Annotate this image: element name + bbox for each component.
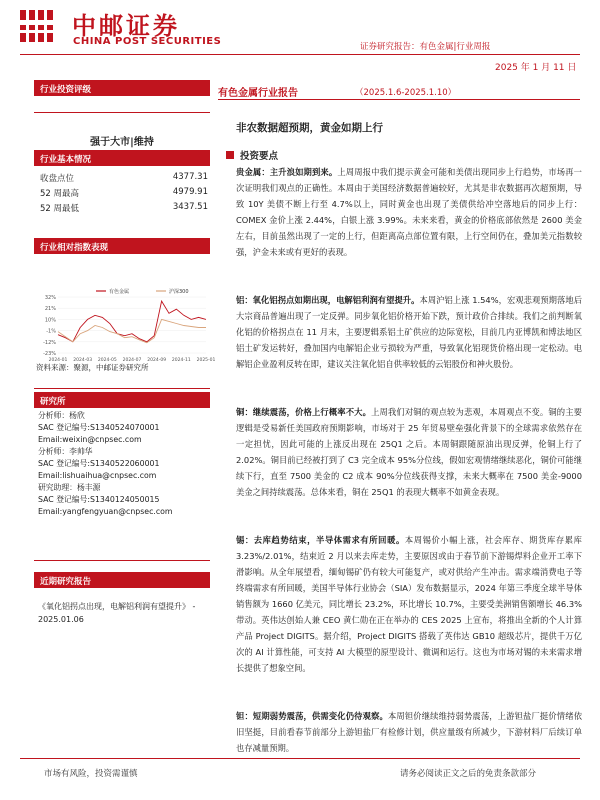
paragraph-lead: 钽：短期弱势震荡，供需变化仍待观察。 [236,711,388,721]
brand-name: 中邮证券 [72,11,180,40]
paragraph-tantalum [236,708,582,756]
report-title: 有色金属行业报告 [218,88,298,99]
header-divider [20,54,580,55]
stat-row [40,172,208,184]
stat-row [40,202,208,214]
footer-disclaimer: 请务必阅读正文之后的免责条款部分 [400,769,537,779]
sidebar-divider [34,388,210,389]
paragraph-body: 上周我们对铜的观点较为悲观，本周观点不变。铜的主要逻辑是受易新任美国政府预期影响，市场对于 25 年贸易壁垒强化背景下的全球需求依然存在一定担忧，因此可能的上涨反出现在 25Q1 之后。本周铜跟随原油出现反弹，伦铜上行了 2.02%。铜目前已经被打到了 C3 完全成本 95%分位线，假如宏观情绪继续恶化，铜价可能继续下行，直至 7500 美金的 C2 成本 90%分位线获得支撑，未来大概率在 7500 美金-9000 美金之间持续震荡。总体来看，铜在 25Q1 的表现大概率不如黄金表现。 [236,407,582,497]
x-tick-label: 2024-07 [122,358,142,363]
y-tick-label: 10% [44,317,56,324]
footer-risk-note: 市场有风险，投资需谨慎 [44,769,138,779]
analyst-line: 分析师：李帅华 [38,447,93,456]
industry-rating: 强于大市|维持 [90,137,154,148]
stat-label: 收盘点位 [40,174,75,184]
paragraph-lead: 锡：去库趋势结束，半导体需求有所回暖。 [236,535,405,545]
company-logo-icon [18,6,58,46]
series-line-2 [58,319,206,342]
paragraph-aluminium [236,292,582,372]
paragraph-tin [236,532,582,676]
y-tick-label: -12% [43,339,56,346]
x-tick-label: 2024-01 [48,358,68,363]
stat-row [40,187,208,199]
paragraph-lead: 铜：继续震荡，价格上行概率不大。 [236,407,372,417]
paragraph-body: 本周沪铝上涨 1.54%，宏观悲观预期落地后大宗商品普遍出现了一定反弹。同步氧化铝价格开始下跌，预计政价合排续。我们之前判断氧化铝的价格拐点在 11 月末，主要逻辑系铝土矿供应的边际宽松，目前几内亚博凯和博法地区铝土矿发运转好，叠加国内电解铝企业亏损较为严重，导致氧化铝现货价格出现一定松动。电解铝企业盈利反转在即，建议关注氧化铝自供率较低的云铝股份和神火股份。 [236,295,582,369]
stat-label: 52 周最高 [40,189,80,199]
chart-heading: 行业相对指数表现 [34,238,210,254]
report-type-line: 证券研究报告：有色金属|行业周报 [360,42,491,52]
footer-divider [20,758,580,759]
paragraph-body: 本周钽价继续维持弱势震荡，上游钽盐厂挺价情绪依旧坚挺，目前看春节前部分上游钽盐厂有检修计划，供应量级有所减少，下游材料厂后续订单也存减量预期。 [236,711,582,753]
paragraph-lead: 铝：氧化铝拐点如期出现，电解铝利润有望提升。 [236,295,420,305]
analyst-line: 分析师：杨欣 [38,411,85,420]
y-tick-label: -23% [43,351,56,357]
recent-report-link[interactable]: 《氧化铝拐点出现，电解铝利润有望提升》 - 2025.01.06 [38,602,196,624]
analyst-list [38,410,214,518]
paragraph-lead: 贵金属：主升浪如期到来。 [236,167,338,177]
sidebar-divider [34,112,210,113]
y-tick-label: 32% [44,295,56,301]
legend-label: 有色金属 [109,289,130,295]
paragraph-copper [236,404,582,500]
basics-heading: 行业基本情况 [34,150,210,166]
headline: 非农数据超预期，黄金如期上行 [236,122,383,134]
stat-value: 4979.91 [172,187,208,197]
analyst-line: SAC 登记编号:S1340522060001 [38,459,160,468]
analyst-line[interactable]: Email:weixin@cnpsec.com [38,435,142,444]
x-tick-label: 2024-05 [97,358,117,363]
analyst-line: SAC 登记编号:S1340124050015 [38,495,160,504]
stat-label: 52 周最低 [40,204,80,214]
series-line-1 [58,301,206,342]
x-tick-label: 2024-11 [171,358,191,363]
chart-source: 资料来源：聚源，中邮证券研究所 [36,363,149,372]
legend-label: 沪深300 [169,289,189,295]
title-divider [218,99,580,100]
stat-value: 3437.51 [172,202,208,212]
y-tick-label: -1% [46,328,56,335]
y-tick-label: 21% [44,306,56,313]
square-bullet-icon [226,151,234,159]
paragraph-body: 本周锡价小幅上涨，社会库存、期货库存累库 3.23%/2.01%，结束近 2 月以来去库走势，主要原因或由于春节前下游锡焊料企业开工率下滑影响。从全年展望看，缅甸锡矿仍有较大可能复产，或对供给产生冲击。需求端消费电子等终端需求有所回暖，美国半导体行业协会（SIA）发布数据显示，2024 年第三季度全球半导体销售额为 1660 亿美元，同比增长 23.2%，环比增长 10.7%，主要受美洲销售额增长 46.3%带动。英伟达创始人兼 CEO 黄仁勋在正在举办的 CES 2025 上宣布，将推出全新的个人计算产品 Project DIGITS。据介绍，Project DIGITS 搭载了英伟达 GB10 超级芯片，提供千万亿次的 AI 计算性能，可支持 AI 大模型的原型设计、微调和运行。这也为市场对锡的未来需求增长提供了想象空间。 [236,535,582,673]
x-tick-label: 2024-09 [147,358,167,363]
analyst-line[interactable]: Email:yangfengyuan@cnpsec.com [38,507,173,516]
recent-heading: 近期研究报告 [34,572,210,588]
sidebar-divider [34,560,210,561]
stat-value: 4377.31 [172,172,208,182]
x-tick-label: 2024-03 [73,358,93,363]
section-title: 投资要点 [240,151,279,162]
brand-name-en: CHINA POST SECURITIES [73,36,222,47]
rating-heading: 行业投资评级 [34,80,210,96]
report-date: 2025 年 1 月 11 日 [495,63,577,73]
analyst-line: SAC 登记编号:S1340524070001 [38,423,160,432]
paragraph-body: 上周周报中我们提示黄金可能和美债出现同步上行趋势，市场再一次证明我们观点的正确性。本周由于美国经济数据普遍较好，尤其是非农数据再次超预期，导致 10Y 美债不断上行至 4.7%以上，同时黄金也出现了美债供给冲空落地后的同步上行：COMEX 金价上涨 2.44%，白银上涨 3.99%。未来来看，黄金的价格底部依然是 2600 美金左右，目前虽然出现了一定的上行，但距离高点部位置有限，上行空间仍在，叠加美元指数较强，沪金未来或有更好的表现。 [236,167,582,257]
analyst-line: 研究助理：杨丰源 [38,483,101,492]
analyst-heading: 研究所 [34,392,210,408]
analyst-line[interactable]: Email:lishuaihua@cnpsec.com [38,471,157,480]
x-tick-label: 2025-01 [196,358,216,363]
report-date-range: （2025.1.6-2025.1.10） [355,88,457,98]
paragraph-gold [236,164,582,260]
